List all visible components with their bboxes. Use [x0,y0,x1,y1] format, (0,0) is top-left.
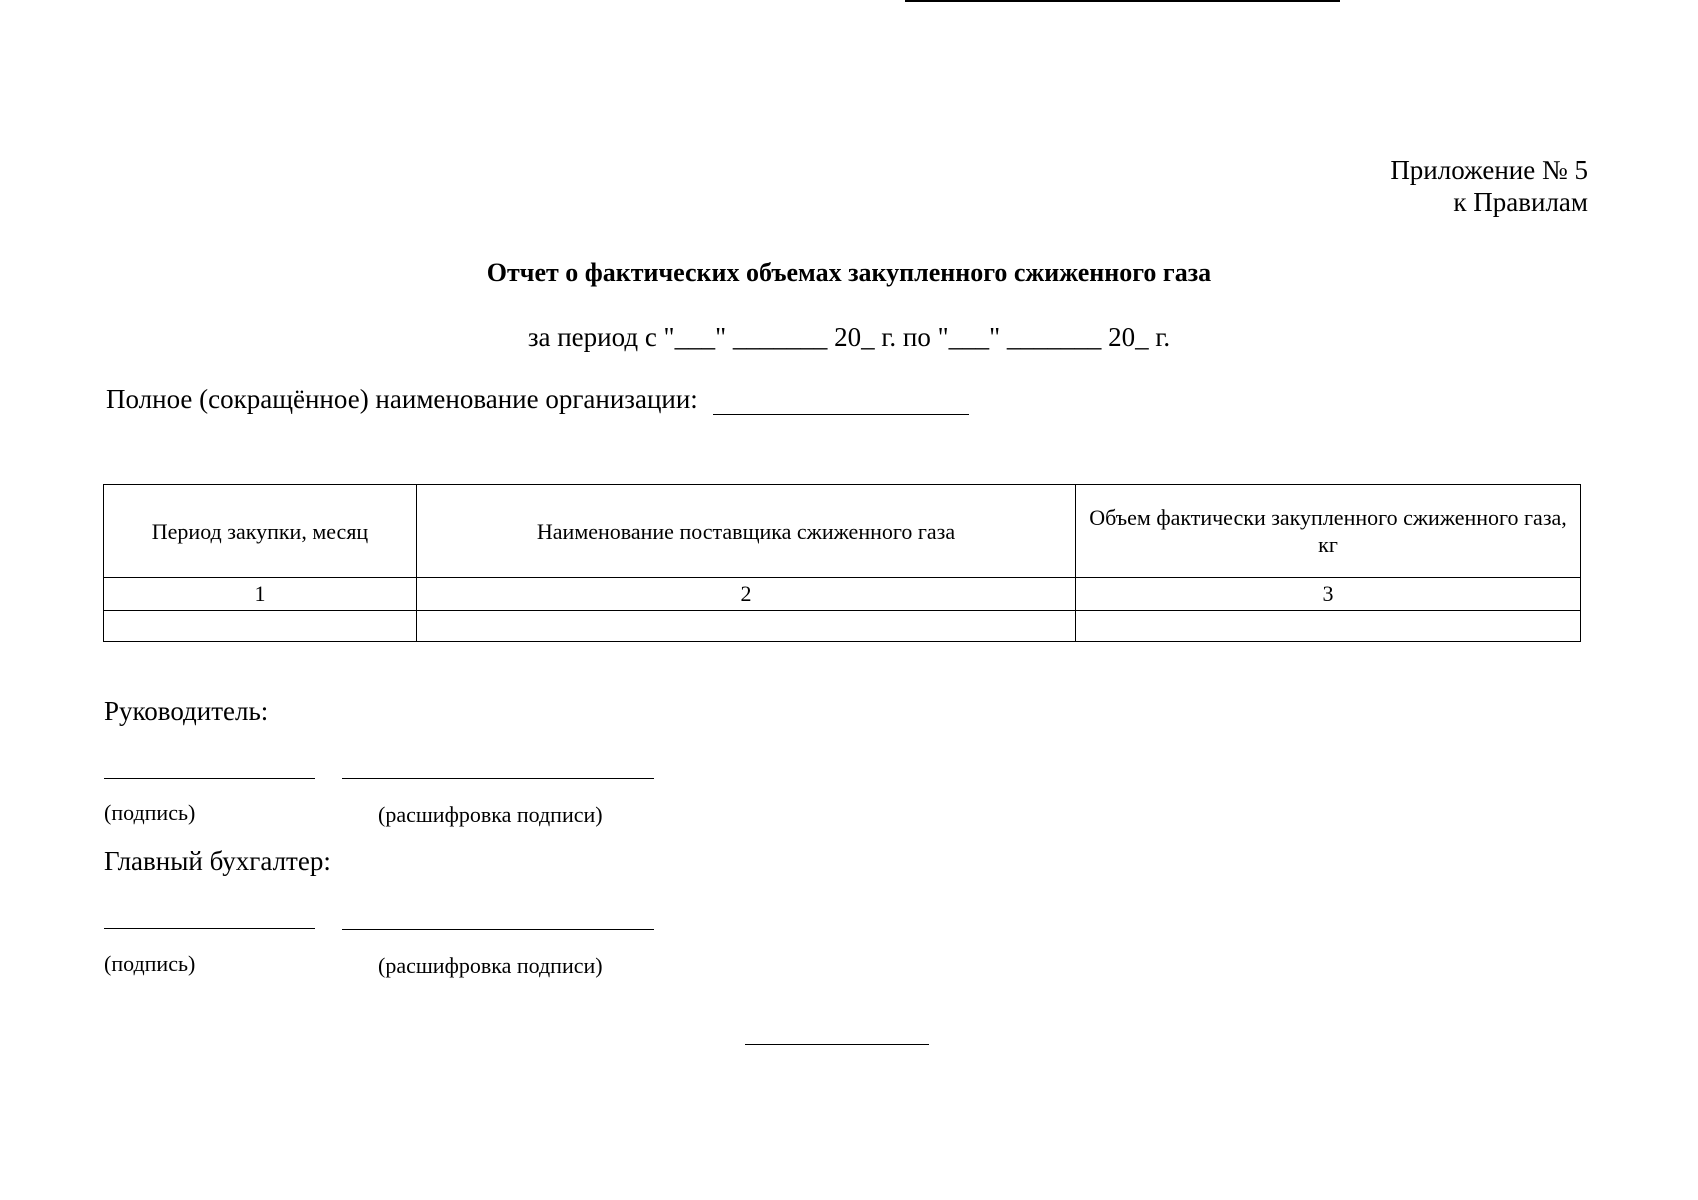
header-purchase-period: Период закупки, месяц [104,485,417,578]
appendix-reference [1390,154,1588,218]
reporting-period: за период с "___" _______ 20_ г. по "___" _______ 20_ г. [527,322,1171,352]
table-cell[interactable] [104,611,417,642]
header-purchased-volume: Объем фактически закупленного сжиженного газа, кг [1076,485,1581,578]
appendix-number: Приложение № 5 [1390,155,1588,185]
accountant-decoding-caption: (расшифровка подписи) [378,953,603,978]
scan-edge-line [905,0,1340,2]
end-of-document-line [745,1044,929,1045]
accountant-signature-caption: (подпись) [104,951,196,976]
table-cell[interactable] [417,611,1076,642]
director-signature-field[interactable] [104,778,315,779]
column-number: 3 [1076,578,1581,611]
director-decoding-caption: (расшифровка подписи) [378,802,603,827]
table-header-row [104,485,1581,578]
table-cell[interactable] [1076,611,1581,642]
organization-label: Полное (сокращённое) наименование организации: [106,384,698,414]
organization-name-field[interactable] [713,392,969,415]
column-number: 2 [417,578,1076,611]
header-supplier-name: Наименование поставщика сжиженного газа [417,485,1076,578]
document-title: Отчет о фактических объемах закупленного сжиженного газа [486,258,1212,287]
director-signature-decoding-field[interactable] [342,778,654,779]
purchase-report-table [103,484,1581,642]
accountant-signature-decoding-field[interactable] [342,929,654,930]
column-number: 1 [104,578,417,611]
appendix-rules: к Правилам [1453,187,1588,217]
table-row [104,611,1581,642]
director-label: Руководитель: [104,696,269,726]
column-number-row [104,578,1581,611]
organization-name-row [106,384,969,415]
director-signature-caption: (подпись) [104,800,196,825]
chief-accountant-label: Главный бухгалтер: [104,846,331,876]
accountant-signature-field[interactable] [104,928,315,929]
